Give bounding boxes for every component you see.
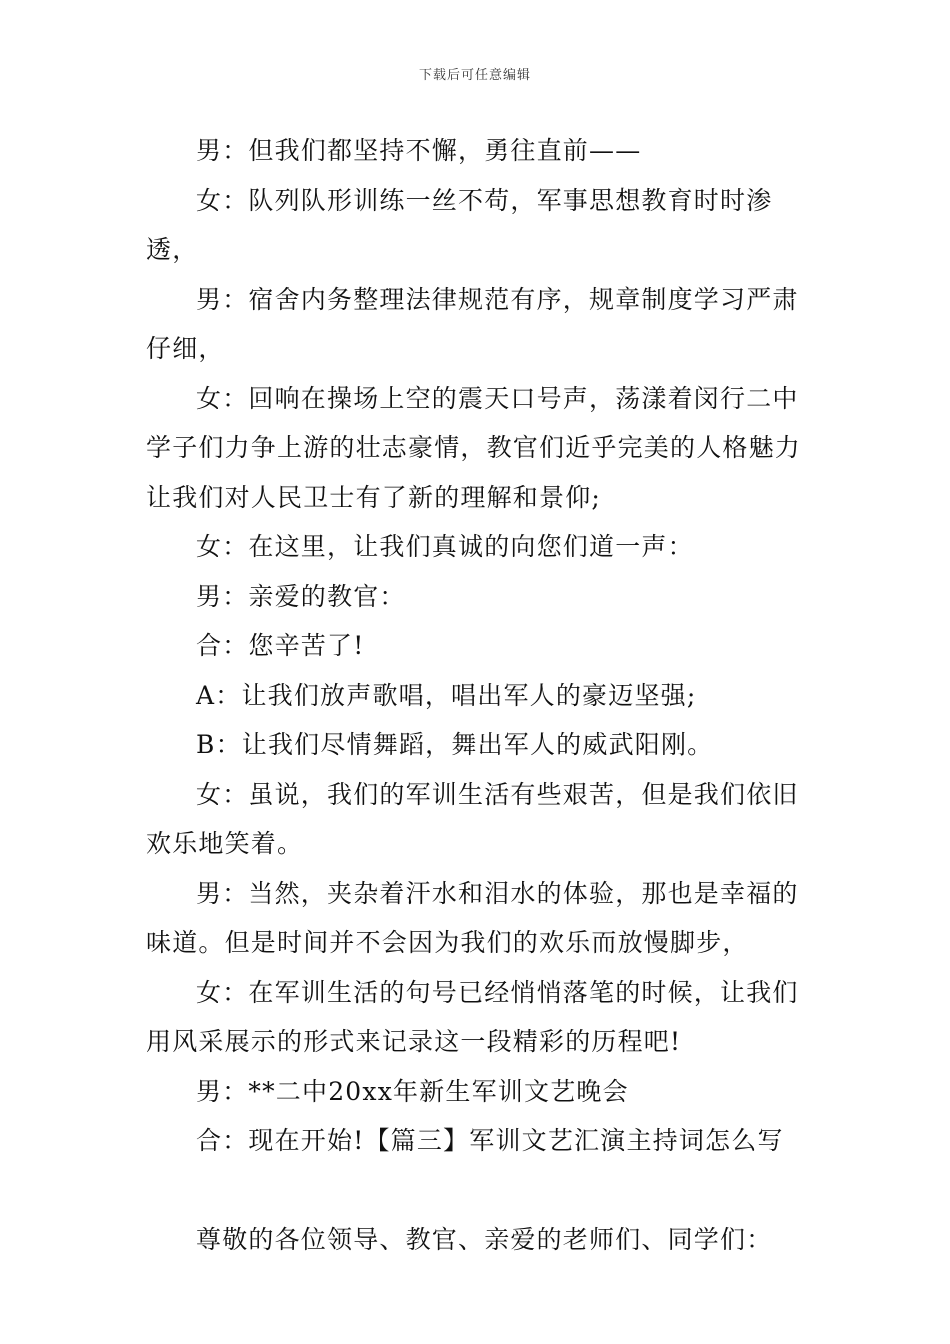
paragraph: A：让我们放声歌唱，唱出军人的豪迈坚强; (196, 680, 697, 710)
paragraph: 女：在军训生活的句号已经悄悄落笔的时候，让我们用风采展示的形式来记录这一段精彩的历程吧! (146, 977, 799, 1056)
paragraph: 合：您辛苦了! (196, 631, 365, 660)
paragraph: 女：回响在操场上空的震天口号声，荡漾着闵行二中学子们力争上游的壮志豪情，教官们近乎完美的人格魅力让我们对人民卫士有了新的理解和景仰; (146, 383, 802, 512)
paragraph: 男：亲爱的教官： (196, 581, 406, 611)
paragraph: 尊敬的各位领导、教官、亲爱的老师们、同学们： (196, 1225, 773, 1254)
paragraph: 男：宿舍内务整理法律规范有序，规章制度学习严肃仔细， (146, 284, 799, 363)
paragraph: B：让我们尽情舞蹈，舞出军人的威武阳刚。 (196, 730, 714, 759)
document-body (146, 126, 810, 1265)
page-header-note: 下载后可任意编辑 (418, 68, 531, 83)
paragraph: 男：**二中20xx年新生军训文艺晚会 (196, 1076, 629, 1106)
paragraph: 女：队列队形训练一丝不苟，军事思想教育时时渗透， (146, 185, 773, 264)
paragraph: 女：在这里，让我们真诚的向您们道一声： (196, 532, 694, 561)
paragraph: 合：现在开始!【篇三】军训文艺汇演主持词怎么写 (196, 1126, 784, 1155)
blank-line (146, 1166, 810, 1216)
paragraph: 男：但我们都坚持不懈，勇往直前—— (196, 136, 642, 165)
paragraph: 男：当然，夹杂着汗水和泪水的体验，那也是幸福的味道。但是时间并不会因为我们的欢乐而放慢脚步， (146, 878, 799, 957)
paragraph: 女：虽说，我们的军训生活有些艰苦，但是我们依旧欢乐地笑着。 (146, 779, 799, 858)
